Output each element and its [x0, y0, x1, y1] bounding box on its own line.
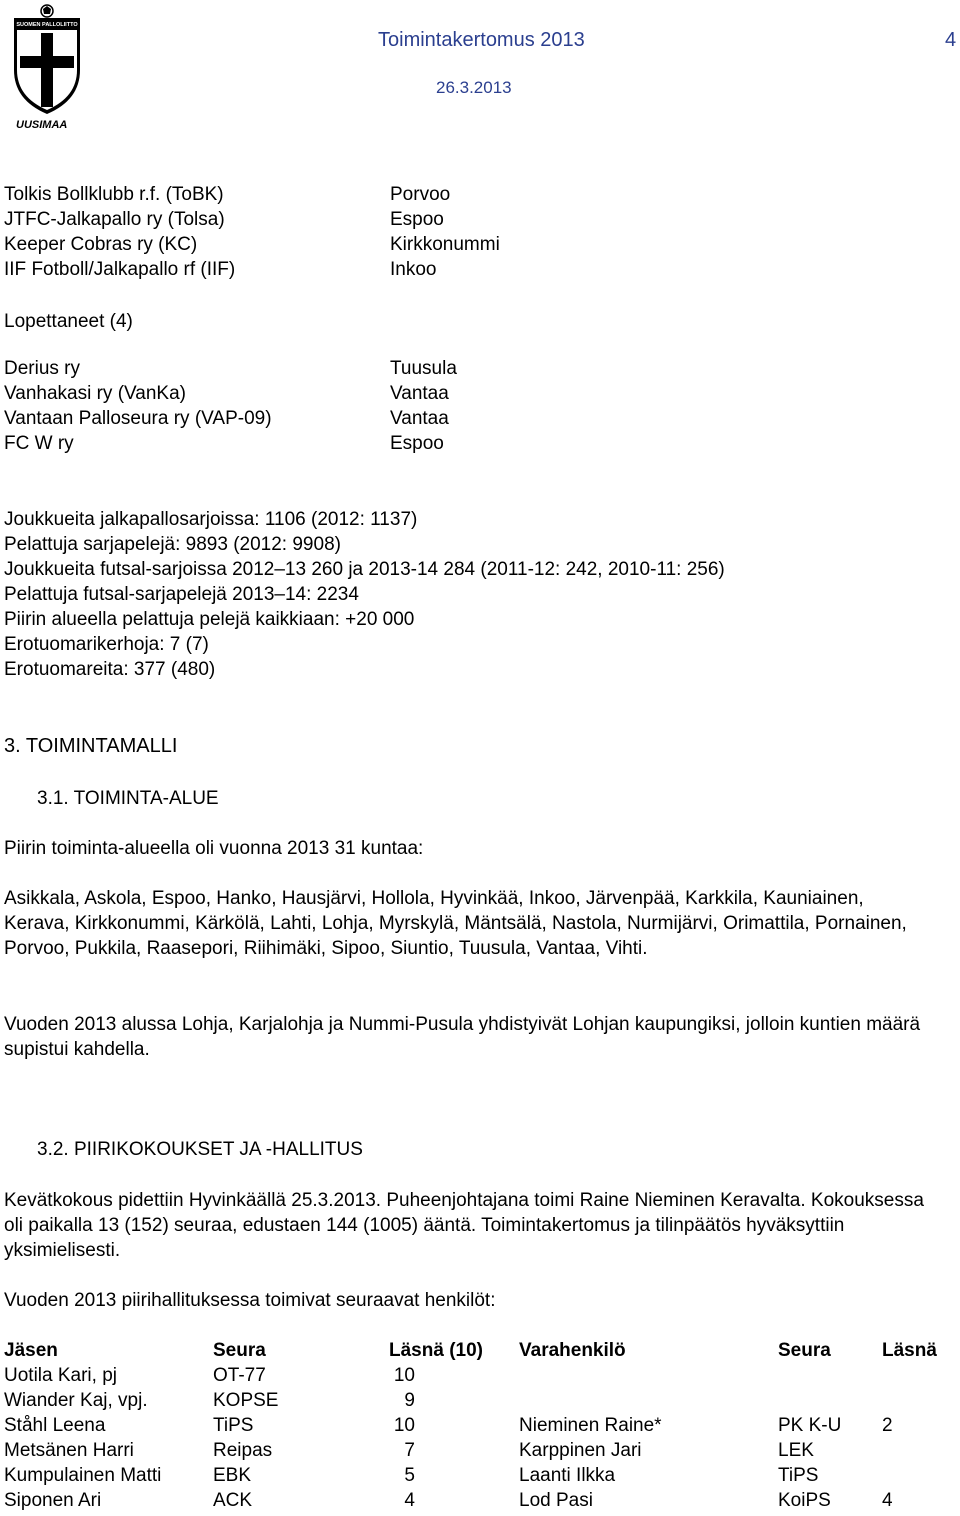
stat-line: Joukkueita futsal-sarjoissa 2012–13 260 ja 2013-14 284 (2011-12: 242, 2010-11: 256)	[4, 559, 725, 580]
table-cell: 10	[393, 1365, 415, 1386]
paragraph: Kevätkokous pidettiin Hyvinkäällä 25.3.2013. Puheenjohtajana toimi Raine Nieminen Keravalta. Kokouksessa oli paikalla 13 (152) seuraa, edustaen 144 (1005) ääntä. Toimintakertomus ja tilinpäätös hyväksyttiin yksimielisesti.	[4, 1190, 924, 1261]
club-name: FC W ry	[4, 433, 74, 454]
club-city: Vantaa	[390, 408, 449, 429]
ended-clubs-heading: Lopettaneet (4)	[4, 311, 133, 332]
club-city: Porvoo	[390, 184, 451, 205]
paragraph: Piirin toiminta-alueella oli vuonna 2013 31 kuntaa:	[4, 838, 424, 859]
table-cell: KoiPS	[778, 1490, 831, 1511]
club-name: Tolkis Bollklubb r.f. (ToBK)	[4, 184, 224, 205]
municipalities-paragraph: Asikkala, Askola, Espoo, Hanko, Hausjärvi, Hollola, Hyvinkää, Inkoo, Järvenpää, Karkkila, Kauniainen, Kerava, Kirkkonummi, Kärkölä, Lahti, Lohja, Myrskylä, Mäntsälä, Nastola, Nurmijärvi, Orimattila, Pornainen, Porvoo, Pukkila, Raasepori, Riihimäki, Sipoo, Siuntio, Tuusula, Vantaa, Vihti.	[4, 888, 907, 959]
table-cell: 9	[404, 1390, 415, 1411]
stat-line: Erotuomarikerhoja: 7 (7)	[4, 634, 209, 655]
stat-line: Erotuomareita: 377 (480)	[4, 659, 216, 680]
section-heading: 3. TOIMINTAMALLI	[4, 735, 178, 757]
club-city: Espoo	[390, 433, 444, 454]
table-cell: Uotila Kari, pj	[4, 1365, 117, 1386]
paragraph: Vuoden 2013 alussa Lohja, Karjalohja ja Nummi-Pusula yhdistyivät Lohjan kaupungiksi, jolloin kuntien määrä supistui kahdella.	[4, 1014, 921, 1060]
table-cell: 4	[404, 1490, 415, 1511]
page-number: 4	[945, 29, 957, 51]
table-cell: Metsänen Harri	[4, 1440, 134, 1461]
club-name: Derius ry	[4, 358, 81, 379]
table-header-cell: Läsnä	[882, 1340, 937, 1361]
stat-line: Pelattuja sarjapelejä: 9893 (2012: 9908)	[4, 534, 341, 555]
table-cell: Karppinen Jari	[519, 1440, 642, 1461]
svg-text:UUSIMAA: UUSIMAA	[16, 119, 68, 130]
table-cell: Wiander Kaj, vpj.	[4, 1390, 148, 1411]
club-city: Espoo	[390, 209, 444, 230]
suomen-palloliitto-uusimaa-logo	[8, 4, 86, 130]
stat-line: Joukkueita jalkapallosarjoissa: 1106 (2012: 1137)	[4, 509, 418, 530]
club-city: Tuusula	[390, 358, 457, 379]
paragraph: Vuoden 2013 piirihallituksessa toimivat seuraavat henkilöt:	[4, 1290, 496, 1311]
svg-text:SUOMEN PALLOLIITTO: SUOMEN PALLOLIITTO	[16, 22, 78, 28]
table-cell: ACK	[213, 1490, 253, 1511]
subsection-heading: 3.2. PIIRIKOKOUKSET JA -HALLITUS	[37, 1139, 363, 1160]
table-cell: TiPS	[213, 1415, 254, 1436]
table-cell: 10	[393, 1415, 415, 1436]
table-cell: Kumpulainen Matti	[4, 1465, 162, 1486]
table-cell: Nieminen Raine*	[519, 1415, 662, 1436]
table-cell: 7	[404, 1440, 415, 1461]
club-city: Kirkkonummi	[390, 234, 500, 255]
table-cell: TiPS	[778, 1465, 819, 1486]
table-cell: Laanti Ilkka	[519, 1465, 616, 1486]
club-name: Vanhakasi ry (VanKa)	[4, 383, 186, 404]
table-cell: PK K-U	[778, 1415, 842, 1436]
club-name: JTFC-Jalkapallo ry (Tolsa)	[4, 209, 225, 230]
table-cell: 5	[404, 1465, 415, 1486]
table-cell: 4	[882, 1490, 893, 1511]
table-cell: KOPSE	[213, 1390, 279, 1411]
club-city: Vantaa	[390, 383, 449, 404]
table-cell: Reipas	[213, 1440, 273, 1461]
table-cell: OT-77	[213, 1365, 266, 1386]
document-title: Toimintakertomus 2013	[378, 29, 585, 51]
table-cell: LEK	[778, 1440, 814, 1461]
club-name: Keeper Cobras ry (KC)	[4, 234, 198, 255]
table-cell: 2	[882, 1415, 893, 1436]
table-cell: Siponen Ari	[4, 1490, 102, 1511]
subsection-heading: 3.1. TOIMINTA-ALUE	[37, 788, 219, 809]
table-header-cell: Varahenkilö	[519, 1340, 626, 1361]
table-header-cell: Jäsen	[4, 1340, 58, 1361]
club-name: Vantaan Palloseura ry (VAP-09)	[4, 408, 272, 429]
club-city: Inkoo	[390, 259, 437, 280]
table-header-cell: Seura	[213, 1340, 266, 1361]
table-cell: Lod Pasi	[519, 1490, 593, 1511]
document-date: 26.3.2013	[436, 78, 512, 97]
table-cell: Ståhl Leena	[4, 1415, 106, 1436]
table-header-cell: Läsnä (10)	[389, 1340, 483, 1361]
table-header-cell: Seura	[778, 1340, 831, 1361]
club-name: IIF Fotboll/Jalkapallo rf (IIF)	[4, 259, 236, 280]
table-cell: EBK	[213, 1465, 252, 1486]
stat-line: Piirin alueella pelattuja pelejä kaikkiaan: +20 000	[4, 609, 415, 630]
stat-line: Pelattuja futsal-sarjapelejä 2013–14: 2234	[4, 584, 359, 605]
